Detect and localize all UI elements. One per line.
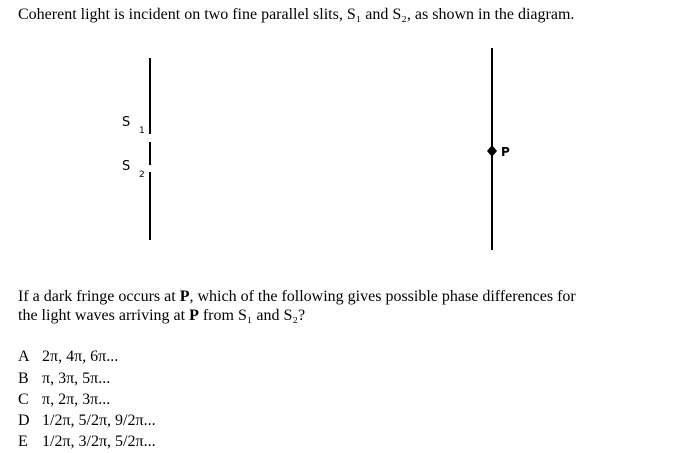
question-text-c: the light waves arriving at xyxy=(18,307,190,324)
question-line-1 xyxy=(18,287,576,306)
question-text-a: If a dark fringe occurs at xyxy=(18,288,180,305)
option-a[interactable] xyxy=(18,348,118,366)
option-d[interactable] xyxy=(18,412,156,430)
point-p-label: P xyxy=(501,145,510,159)
option-key: A xyxy=(18,348,30,365)
question-p-bold-2: P xyxy=(189,307,199,324)
option-key: C xyxy=(18,391,29,408)
slit1-label: S xyxy=(122,115,131,130)
option-text: 1/2π, 3/2π, 5/2π... xyxy=(42,433,156,450)
question-text-b: , which of the following gives possible phase differences for xyxy=(189,288,576,305)
slit1-subscript: 1 xyxy=(139,126,145,136)
option-key: D xyxy=(18,412,30,429)
question-line-2 xyxy=(18,306,305,325)
option-e[interactable] xyxy=(18,433,156,451)
question-p-bold: P xyxy=(179,288,190,305)
option-key: E xyxy=(18,433,28,450)
option-text: 1/2π, 5/2π, 9/2π... xyxy=(42,412,156,429)
option-text: π, 3π, 5π... xyxy=(42,370,111,387)
question-text-d: from S₁ and S₂? xyxy=(198,307,306,324)
option-c[interactable] xyxy=(18,391,110,409)
point-p-marker xyxy=(487,145,497,157)
question-intro: Coherent light is incident on two fine parallel slits, S₁ and S₂, as shown in the diagram. xyxy=(18,6,575,23)
option-key: B xyxy=(18,370,29,387)
option-text: 2π, 4π, 6π... xyxy=(42,348,119,365)
option-b[interactable] xyxy=(18,370,110,388)
option-text: π, 2π, 3π... xyxy=(42,391,111,408)
slit2-subscript: 2 xyxy=(139,170,145,180)
slit2-label: S xyxy=(122,159,131,174)
